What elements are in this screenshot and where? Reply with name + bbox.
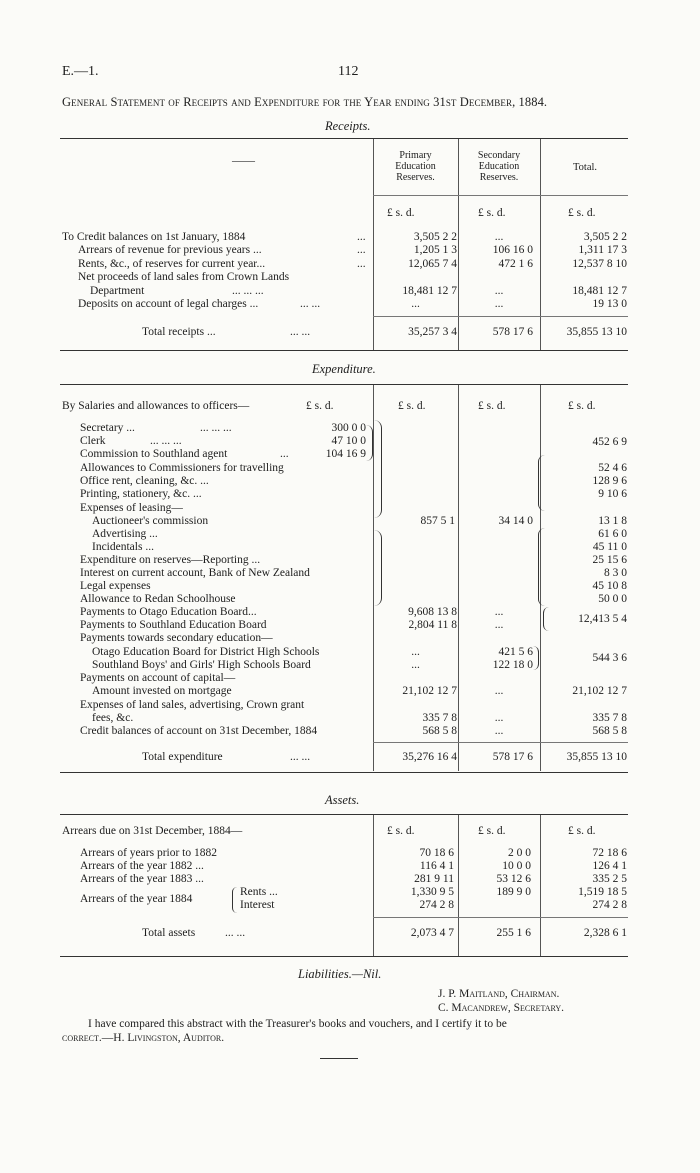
total-receipts-total: 35,855 13 10 bbox=[566, 326, 627, 338]
expense-total: 13 1 8 bbox=[598, 515, 627, 527]
liabilities: Liabilities.—Nil. bbox=[298, 967, 382, 981]
salary-amount: 300 0 0 bbox=[331, 422, 366, 434]
expense-label: Legal expenses bbox=[80, 580, 151, 592]
group-secondary: 34 14 0 bbox=[498, 515, 533, 527]
rents-label: Rents ... bbox=[240, 886, 278, 898]
expense-total: 50 0 0 bbox=[598, 593, 627, 605]
receipt-secondary: 472 1 6 bbox=[498, 258, 533, 270]
rule bbox=[373, 195, 628, 196]
otago-board-secondary: ... bbox=[494, 606, 504, 618]
asset-total: 72 18 6 bbox=[592, 847, 627, 859]
credit-balance-label: Credit balances of account on 31st December, 1884 bbox=[80, 725, 318, 737]
expense-label: Incidentals ... bbox=[92, 541, 154, 553]
interest-total: 274 2 8 bbox=[592, 899, 627, 911]
asset-secondary: 2 0 0 bbox=[508, 847, 531, 859]
receipt-primary: 1,205 1 3 bbox=[413, 244, 457, 256]
lsd-header-total: £ s. d. bbox=[568, 207, 596, 219]
group-primary: 857 5 1 bbox=[420, 515, 455, 527]
otago-high-label: Otago Education Board for District High Schools bbox=[92, 646, 320, 658]
leader-dots: ... ... bbox=[290, 751, 311, 763]
southland-high-primary: ... bbox=[411, 659, 420, 671]
receipt-label: Department bbox=[90, 285, 145, 297]
brace bbox=[232, 887, 237, 913]
rents-secondary: 189 9 0 bbox=[496, 886, 531, 898]
asset-secondary: 10 0 0 bbox=[502, 860, 531, 872]
otago-board-primary: 9,608 13 8 bbox=[408, 606, 457, 618]
total-assets-total: 2,328 6 1 bbox=[583, 927, 627, 939]
rule bbox=[60, 350, 628, 351]
land-sales-primary: 335 7 8 bbox=[422, 712, 457, 724]
expense-label: Printing, stationery, &c. ... bbox=[80, 488, 202, 500]
salaries-total: 452 6 9 bbox=[592, 436, 627, 448]
receipt-label: Rents, &c., of reserves for current year... bbox=[78, 258, 266, 270]
mortgage-total: 21,102 12 7 bbox=[572, 685, 627, 697]
leader-dots: ... ... ... bbox=[200, 422, 232, 434]
expense-total: 25 15 6 bbox=[592, 554, 627, 566]
receipt-secondary: ... bbox=[494, 285, 504, 297]
boards-total: 12,413 5 4 bbox=[578, 613, 627, 625]
expense-label: Interest on current account, Bank of New Zealand bbox=[80, 567, 310, 579]
expenditure-heading: Expenditure. bbox=[312, 362, 376, 376]
rule bbox=[373, 742, 628, 743]
salary-amount: 47 10 0 bbox=[331, 435, 366, 447]
total-receipts-secondary: 578 17 6 bbox=[492, 326, 533, 338]
land-sales-secondary: ... bbox=[494, 712, 504, 724]
assets-heading: Assets. bbox=[325, 793, 360, 807]
credit-balance-primary: 568 5 8 bbox=[422, 725, 457, 737]
secondary-heading: Payments towards secondary education— bbox=[80, 632, 273, 644]
land-sales-total: 335 7 8 bbox=[592, 712, 627, 724]
lsd-header-secondary: £ s. d. bbox=[478, 825, 506, 837]
expense-total: 52 4 6 bbox=[598, 462, 627, 474]
rule bbox=[60, 772, 628, 773]
interest-label: Interest bbox=[240, 899, 275, 911]
receipt-primary: ... bbox=[411, 298, 420, 310]
expense-label: Office rent, cleaning, &c. ... bbox=[80, 475, 209, 487]
lsd-header-secondary: £ s. d. bbox=[478, 207, 506, 219]
receipt-total: 12,537 8 10 bbox=[572, 258, 627, 270]
mortgage-label: Amount invested on mortgage bbox=[92, 685, 232, 697]
total-receipts-label: Total receipts ... bbox=[142, 326, 216, 338]
leader-dots: ... ... bbox=[290, 326, 311, 338]
receipt-label: Arrears of revenue for previous years ... bbox=[78, 244, 262, 256]
receipt-secondary: 106 16 0 bbox=[492, 244, 533, 256]
receipt-primary: 3,505 2 2 bbox=[413, 231, 457, 243]
lsd-header-primary: £ s. d. bbox=[387, 825, 415, 837]
total-expenditure-primary: 35,276 16 4 bbox=[402, 751, 457, 763]
lsd-header-primary: £ s. d. bbox=[387, 207, 415, 219]
southland-board-label: Payments to Southland Education Board bbox=[80, 619, 267, 631]
capital-heading: Payments on account of capital— bbox=[80, 672, 236, 684]
rule bbox=[60, 138, 628, 139]
brace bbox=[374, 530, 382, 606]
total-column-header: Total. bbox=[572, 162, 598, 173]
leader-dots: ... bbox=[357, 258, 366, 270]
auditor-certificate-line2: correct.—H. Livingston, Auditor. bbox=[62, 1032, 225, 1044]
rents-primary: 1,330 9 5 bbox=[410, 886, 454, 898]
salary-label: Commission to Southland agent bbox=[80, 448, 228, 460]
expense-label: Expenditure on reserves—Reporting ... bbox=[80, 554, 261, 566]
expense-label: Allowances to Commissioners for travelling bbox=[80, 462, 284, 474]
expense-total: 45 10 8 bbox=[592, 580, 627, 592]
asset-primary: 70 18 6 bbox=[419, 847, 454, 859]
credit-balance-secondary: ... bbox=[494, 725, 504, 737]
secondary-column-header: Secondary Education Reserves. bbox=[477, 150, 521, 183]
total-expenditure-secondary: 578 17 6 bbox=[492, 751, 533, 763]
asset-label: Arrears of the year 1883 ... bbox=[80, 873, 204, 885]
rule bbox=[373, 316, 628, 317]
southland-high-secondary: 122 18 0 bbox=[492, 659, 533, 671]
leader-dots: ... bbox=[357, 244, 366, 256]
year-1884-label: Arrears of the year 1884 bbox=[80, 893, 193, 905]
otago-board-label: Payments to Otago Education Board... bbox=[80, 606, 257, 618]
primary-column-header: Primary Education Reserves. bbox=[395, 150, 436, 183]
total-assets-secondary: 255 1 6 bbox=[496, 927, 531, 939]
southland-high-label: Southland Boys' and Girls' High Schools Board bbox=[92, 659, 311, 671]
end-rule bbox=[320, 1058, 358, 1059]
expense-total: 8 3 0 bbox=[604, 567, 627, 579]
salaries-heading: By Salaries and allowances to officers— bbox=[62, 400, 250, 412]
brace bbox=[374, 420, 382, 518]
receipt-total: 18,481 12 7 bbox=[572, 285, 627, 297]
otago-high-primary: ... bbox=[411, 646, 420, 658]
receipt-total: 19 13 0 bbox=[592, 298, 627, 310]
leader-dots: ... bbox=[357, 231, 366, 243]
leader-dots: ... ... ... bbox=[232, 285, 264, 297]
page-number: 112 bbox=[338, 64, 359, 79]
statement-title: General Statement of Receipts and Expenditure for the Year ending 31st December, 1884. bbox=[62, 95, 548, 109]
total-receipts-primary: 35,257 3 4 bbox=[408, 326, 457, 338]
receipt-label: To Credit balances on 1st January, 1884 bbox=[62, 231, 246, 243]
expense-label: Allowance to Redan Schoolhouse bbox=[80, 593, 236, 605]
rule bbox=[60, 814, 628, 815]
interest-primary: 274 2 8 bbox=[419, 899, 454, 911]
lsd-header-total: £ s. d. bbox=[568, 400, 596, 412]
salary-label: Secretary ... bbox=[80, 422, 135, 434]
southland-board-secondary: ... bbox=[494, 619, 504, 631]
brace bbox=[366, 425, 373, 461]
southland-board-primary: 2,804 11 8 bbox=[408, 619, 457, 631]
receipt-secondary: ... bbox=[494, 231, 504, 243]
credit-balance-total: 568 5 8 bbox=[592, 725, 627, 737]
expense-label: Auctioneer's commission bbox=[92, 515, 209, 527]
lsd-header-inline: £ s. d. bbox=[306, 400, 334, 412]
leader-dots: ... ... ... bbox=[150, 435, 182, 447]
mortgage-primary: 21,102 12 7 bbox=[402, 685, 457, 697]
expense-label: Expenses of leasing— bbox=[80, 502, 183, 514]
receipt-total: 1,311 17 3 bbox=[578, 244, 627, 256]
asset-label: Arrears of the year 1882 ... bbox=[80, 860, 204, 872]
expense-total: 45 11 0 bbox=[592, 541, 627, 553]
lsd-header-total: £ s. d. bbox=[568, 825, 596, 837]
asset-total: 335 2 5 bbox=[592, 873, 627, 885]
assets-first-line: Arrears due on 31st December, 1884— bbox=[62, 825, 243, 837]
asset-label: Arrears of years prior to 1882 bbox=[80, 847, 217, 859]
expense-label: Advertising ... bbox=[92, 528, 158, 540]
land-sales-label-line1: Expenses of land sales, advertising, Crown grant bbox=[80, 699, 305, 711]
expense-total: 61 6 0 bbox=[598, 528, 627, 540]
page-reference: E.—1. bbox=[62, 64, 99, 79]
receipt-primary: 18,481 12 7 bbox=[402, 285, 457, 297]
expense-total: 128 9 6 bbox=[592, 475, 627, 487]
rule bbox=[373, 917, 628, 918]
rule bbox=[60, 956, 628, 957]
receipts-heading: Receipts. bbox=[325, 119, 371, 133]
total-assets-label: Total assets bbox=[142, 927, 196, 939]
lsd-header-secondary: £ s. d. bbox=[478, 400, 506, 412]
rents-total: 1,519 18 5 bbox=[578, 886, 627, 898]
expense-total: 9 10 6 bbox=[598, 488, 627, 500]
rule bbox=[60, 384, 628, 385]
blank-header: —— bbox=[232, 155, 255, 167]
asset-secondary: 53 12 6 bbox=[496, 873, 531, 885]
asset-total: 126 4 1 bbox=[592, 860, 627, 872]
salary-amount: 104 16 9 bbox=[325, 448, 366, 460]
mortgage-secondary: ... bbox=[494, 685, 504, 697]
leader-dots: ... ... bbox=[225, 927, 246, 939]
brace bbox=[533, 646, 539, 670]
receipt-label: Net proceeds of land sales from Crown Lands bbox=[78, 271, 290, 283]
auditor-certificate-line1: I have compared this abstract with the Treasurer's books and vouchers, and I certify it to be bbox=[88, 1018, 507, 1030]
total-assets-primary: 2,073 4 7 bbox=[410, 927, 454, 939]
receipt-total: 3,505 2 2 bbox=[583, 231, 627, 243]
asset-primary: 281 9 11 bbox=[414, 873, 454, 885]
leader-dots: ... ... bbox=[300, 298, 321, 310]
lsd-header-primary: £ s. d. bbox=[398, 400, 426, 412]
secondary-total: 544 3 6 bbox=[592, 652, 627, 664]
chairman-signature: J. P. Maitland, Chairman. bbox=[438, 988, 560, 1000]
leader-dots: ... bbox=[280, 448, 289, 460]
receipt-secondary: ... bbox=[494, 298, 504, 310]
asset-primary: 116 4 1 bbox=[419, 860, 454, 872]
land-sales-label: fees, &c. bbox=[92, 712, 134, 724]
secretary-signature: C. Macandrew, Secretary. bbox=[438, 1002, 565, 1014]
receipt-primary: 12,065 7 4 bbox=[408, 258, 457, 270]
total-expenditure-total: 35,855 13 10 bbox=[566, 751, 627, 763]
otago-high-secondary: 421 5 6 bbox=[498, 646, 533, 658]
salary-label: Clerk bbox=[80, 435, 106, 447]
receipt-label: Deposits on account of legal charges ... bbox=[78, 298, 259, 310]
total-expenditure-label: Total expenditure bbox=[142, 751, 223, 763]
